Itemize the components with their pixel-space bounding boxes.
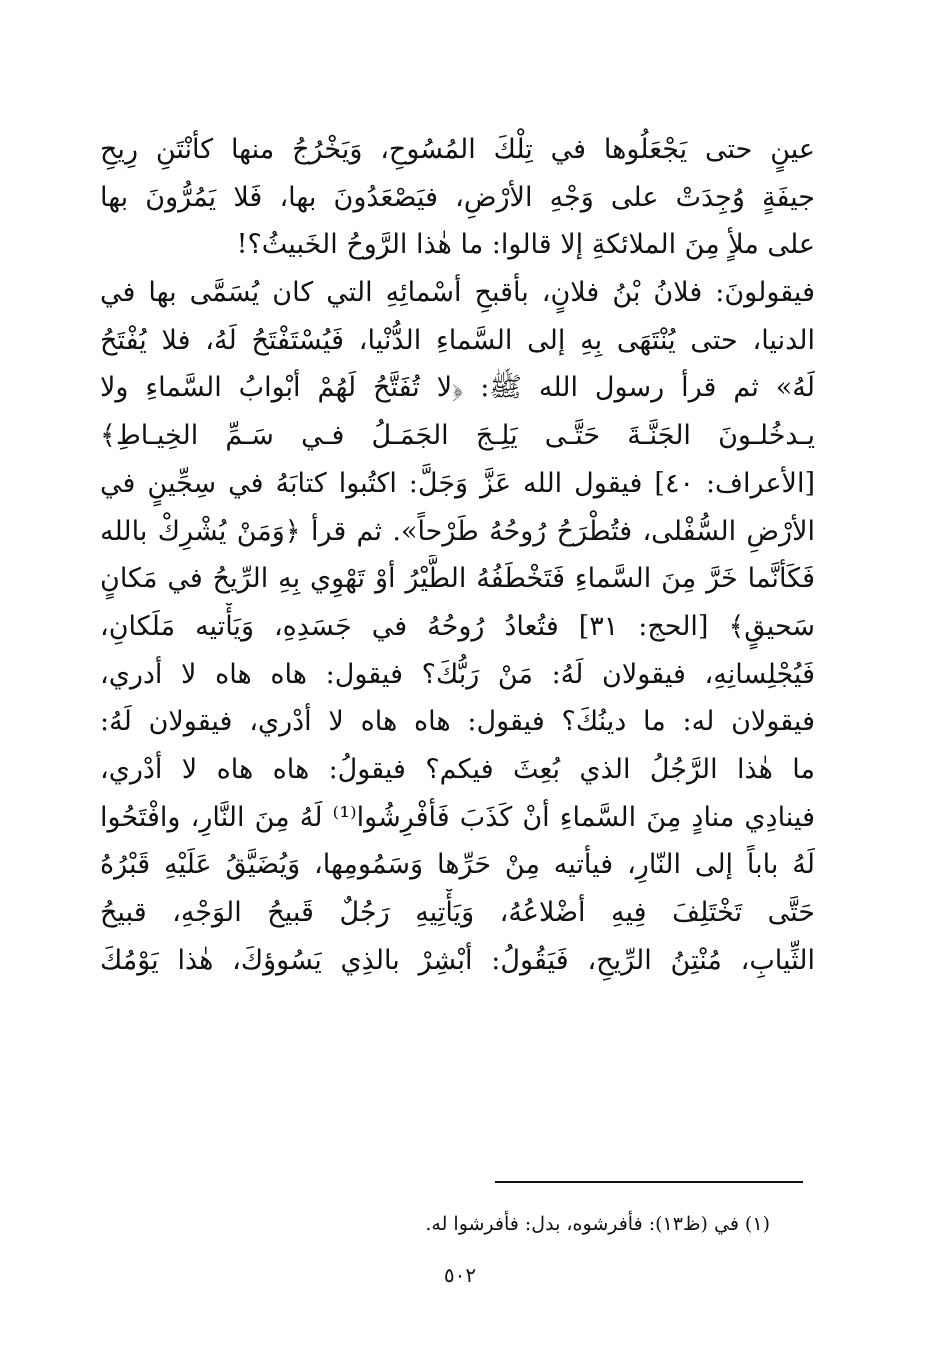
main-text (100, 126, 815, 984)
text-line: الأرْضِ السُّفْلى، فتُطْرَحُ رُوحُهُ طَرْحاً». ثم قرأ ﴿وَمَنْ يُشْرِكْ بالله (100, 515, 815, 547)
text-line: [الأعراف: ٤٠] فيقول الله عَزَّ وَجَلَّ: اكتُبوا كتابَهُ في سِجِّينٍ في (100, 467, 815, 499)
footnote: (١) في (ظ١٣): فأفرشوه، بدل: فأفرشوا له. (425, 1213, 770, 1235)
page-number: ٥٠٢ (443, 1263, 477, 1287)
footnote-divider (495, 1181, 803, 1183)
text-line: فَكَأنَّما خَرَّ مِنَ السَّماءِ فَتَخْطَفُهُ الطَّيْرُ أوْ تَهْوِي بِهِ الرِّيحُ في مَكانٍ (100, 563, 815, 595)
text-line: حَتَّى تَخْتَلِفَ فِيهِ أضْلاعُهُ، وَيَأْتِيهِ رَجُلٌ قَبيحُ الوَجْهِ، قبيحُ (100, 897, 815, 928)
quran-verse-line: يـدخُلـونَ الجَنَّـةَ حَتَّـى يَلِـجَ الجَمَـلُ فـي سَـمِّ الخِيـاطِ﴾ (100, 420, 815, 452)
text-line: جيفَةٍ وُجِدَتْ على وَجْهِ الأرْضِ، فيَصْعَدُونَ بها، فَلا يَمُرُّونَ بها (100, 181, 815, 213)
text-line: ما هٰذا الرَّجُلُ الذي بُعِثَ فيكم؟ فيقولُ: هاه هاه لا أدْري، (100, 753, 815, 785)
text-line: فيقولان له: ما دينُكَ؟ فيقول: هاه هاه لا أدْري، فيقولان لَهُ: (100, 706, 815, 738)
text-line: لَهُ باباً إلى النّارِ، فيأتيه مِنْ حَرِّها وَسَمُومِها، وَيُضَيَّقُ عَلَيْهِ قَبْرُهُ (100, 849, 815, 881)
text-line: فيقولونَ: فلانُ بْنُ فلانٍ، بأقبحِ أسْمائِهِ التي كان يُسَمَّى بها في (100, 277, 815, 309)
text-line: الدنيا، حتى يُنْتَهَى بِهِ إلى السَّماءِ الدُّنْيا، فَيُسْتَفْتَحُ لَهُ، فلا يُفْتَحُ (100, 324, 815, 356)
text-line: فَيُجْلِسانِهِ، فيقولان لَهُ: مَنْ رَبُّكَ؟ فيقول: هاه هاه لا أدري، (100, 658, 815, 690)
text-line: سَحيقٍ﴾ [الحج: ٣١] فتُعادُ رُوحُهُ في جَسَدِهِ، وَيَأْتيه مَلَكانِ، (100, 610, 815, 642)
text-line: على ملأٍ مِنَ الملائكةِ إلا قالوا: ما هٰذا الرَّوحُ الخَبيثُ؟! (236, 229, 815, 261)
text-line: لَهُ» ثم قرأ رسول الله ﷺ: ﴿لا تُفَتَّحُ لَهُمْ أبْوابُ السَّماءِ ولا (100, 372, 815, 404)
text-line: عينٍ حتى يَجْعَلُوها في تِلْكَ المُسُوحِ، وَيَخْرُجُ منها كأنْتَنِ رِيحِ (100, 134, 815, 165)
text-line: فينادِي منادٍ مِنَ السَّماءِ أنْ كَذَبَ فَأفْرِشُوا⁽¹⁾ لَهُ مِنَ النَّارِ، وافْتَحُوا (100, 801, 815, 833)
text-line: الثِّيابِ، مُنْتِنُ الرِّيحِ، فَيَقُولُ: أبْشِرْ بالذِي يَسُوؤكَ، هٰذا يَوْمُكَ (100, 944, 815, 976)
